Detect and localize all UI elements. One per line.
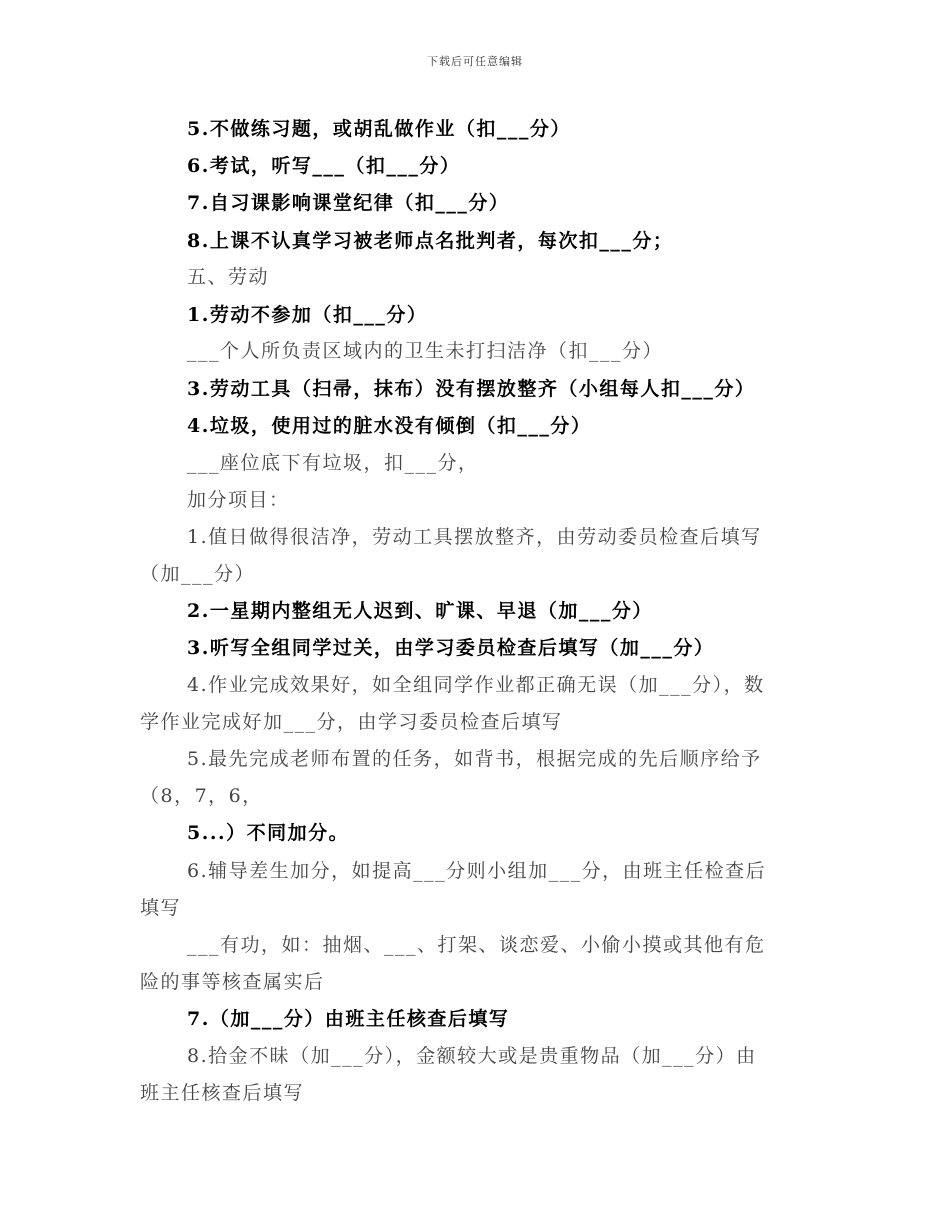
text-line: ___有功，如：抽烟、___、打架、谈恋爱、小偷小摸或其他有危 bbox=[187, 934, 766, 956]
text-line: 7.自习课影响课堂纪律（扣___分） bbox=[187, 192, 510, 214]
text-line: 6.辅导差生加分，如提高___分则小组加___分，由班主任检查后 bbox=[187, 860, 767, 882]
text-line: 3.听写全组同学过关，由学习委员检查后填写（加___分） bbox=[187, 637, 715, 659]
text-line: 3.劳动工具（扫帚，抹布）没有摆放整齐（小组每人扣___分） bbox=[187, 378, 756, 400]
text-line: 7.（加___分）由班主任核查后填写 bbox=[187, 1008, 510, 1030]
text-line: （加___分） bbox=[140, 563, 256, 585]
page-header: 下载后可任意编辑 bbox=[427, 55, 523, 68]
section-heading: 加分项目： bbox=[187, 489, 290, 511]
text-line: 填写 bbox=[140, 897, 182, 919]
text-line: 学作业完成好加___分，由学习委员检查后填写 bbox=[140, 711, 563, 733]
text-line: 8.拾金不昧（加___分），金额较大或是贵重物品（加___分）由 bbox=[187, 1045, 757, 1067]
text-line: 6.考试，听写___（扣___分） bbox=[187, 155, 461, 177]
text-line: 5.最先完成老师布置的任务，如背书，根据完成的先后顺序给予 bbox=[187, 748, 762, 770]
text-line: 险的事等核查属实后 bbox=[140, 971, 325, 993]
text-line: 4.作业完成效果好，如全组同学作业都正确无误（加___分），数 bbox=[187, 674, 765, 696]
text-line: 8.上课不认真学习被老师点名批判者，每次扣___分； bbox=[187, 230, 674, 252]
text-line: 2.一星期内整组无人迟到、旷课、早退（加___分） bbox=[187, 600, 653, 622]
text-line: 5.不做练习题，或胡乱做作业（扣___分） bbox=[187, 118, 571, 140]
text-line: ___个人所负责区域内的卫生未打扫洁净（扣___分） bbox=[187, 340, 664, 362]
text-line: （8，7，6， bbox=[140, 785, 263, 807]
text-line: ___座位底下有垃圾，扣___分， bbox=[187, 452, 479, 474]
section-heading: 五、劳动 bbox=[187, 266, 270, 288]
text-line: 5...）不同加分。 bbox=[187, 822, 350, 844]
text-line: 1.劳动不参加（扣___分） bbox=[187, 304, 428, 326]
text-line: 1.值日做得很洁净，劳动工具摆放整齐，由劳动委员检查后填写 bbox=[187, 526, 762, 548]
text-line: 4.垃圾，使用过的脏水没有倾倒（扣___分） bbox=[187, 415, 592, 437]
text-line: 班主任核查后填写 bbox=[140, 1082, 305, 1104]
